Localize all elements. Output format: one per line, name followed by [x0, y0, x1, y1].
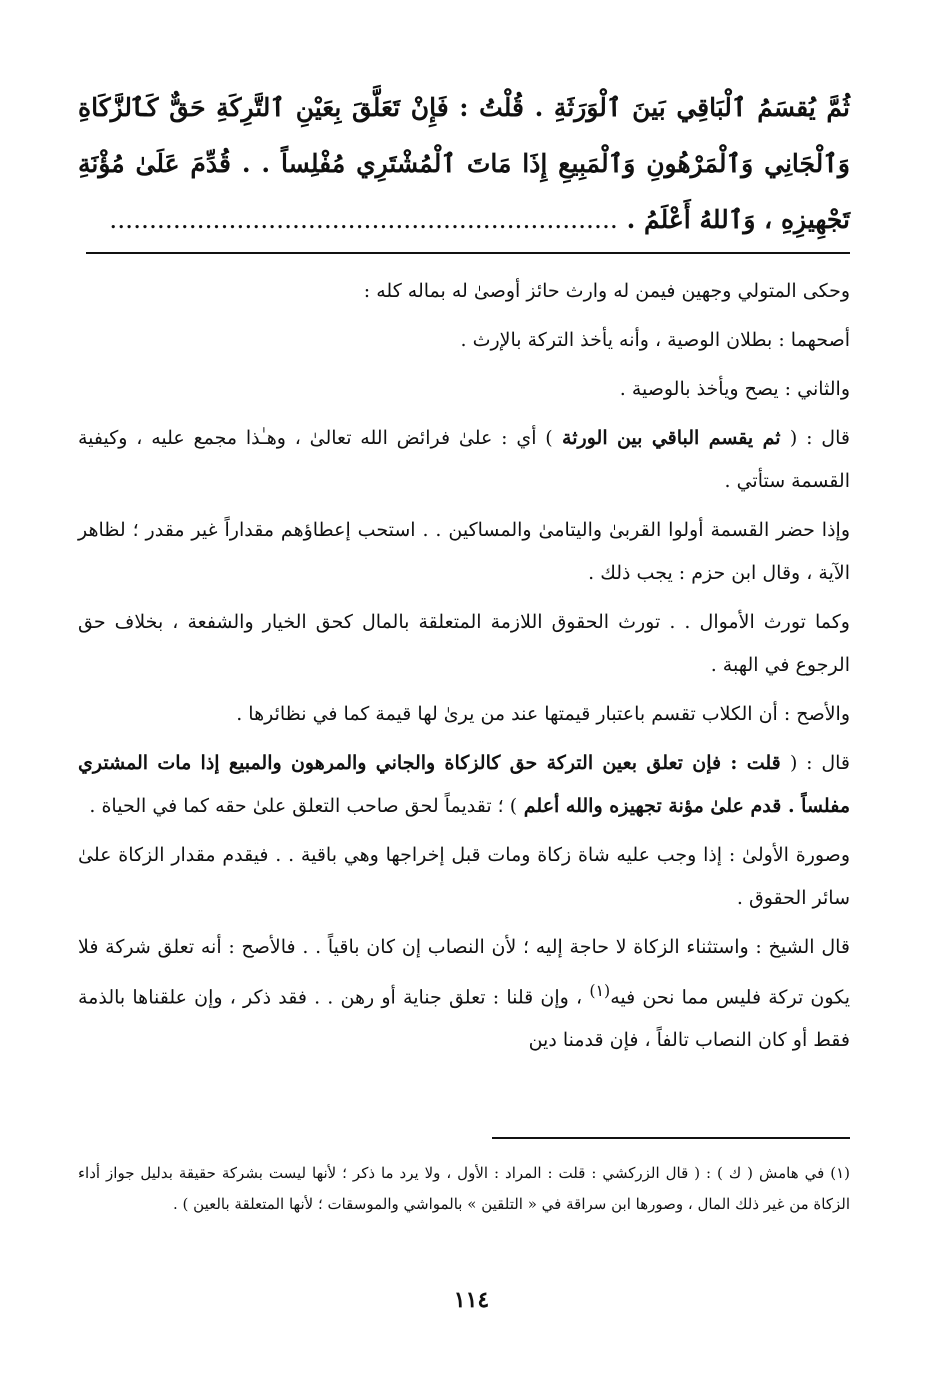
separator-rule [86, 252, 850, 254]
paragraph [78, 270, 850, 313]
paragraph [78, 926, 850, 1062]
paragraph [78, 417, 850, 503]
paragraph-text: قال : ( [789, 427, 850, 449]
paragraph [78, 319, 850, 362]
matn-sentence: ثُمَّ يُقسَمُ ٱلْبَاقِي بَينَ ٱلْوَرَثَةِ . قُلْتُ : فَإِنْ تَعَلَّقَ بِعَيْنِ ٱلتَّرِكَةِ حَقٌّ كَٱلزَّكَاةِ وَٱلْجَانِي وَٱلْمَرْهُونِ وَٱلْمَبِيعِ إِذَا مَاتَ ٱلْمُشْتَرِي مُفْلِساً . . قُدِّمَ عَلَىٰ مُؤْنَةِ تَجْهِيزِهِ ، وَٱللهُ أَعْلَمُ . [78, 93, 850, 234]
paragraph-text: والأصح : أن الكلاب تقسم باعتبار قيمتها عند من يرىٰ لها قيمة كما في نظائرها . [236, 703, 850, 725]
paragraph-text: ) أي : علىٰ فرائض الله تعالىٰ ، وهـٰذا مجمع عليه ، وكيفية القسمة ستأتي . [78, 427, 850, 492]
paragraph [78, 742, 850, 828]
paragraph [78, 368, 850, 411]
paragraph-text: وحكى المتولي وجهين فيمن له وارث حائز أوصىٰ له بماله كله : [363, 280, 850, 302]
paragraph [78, 509, 850, 595]
matn-dots: ................................................................ [109, 205, 618, 234]
paragraph-text: قال الشيخ : واستثناء الزكاة لا حاجة إليه ؛ لأن النصاب إن كان باقياً . . فالأصح : أنه تعلق شركة فلا يكون تركة فليس مما نحن فيه [78, 936, 850, 1009]
paragraph [78, 693, 850, 736]
footnote [78, 1158, 850, 1220]
paragraph-text: قال : ( [790, 752, 850, 774]
paragraph-text: أصحهما : بطلان الوصية ، وأنه يأخذ التركة بالإرث . [460, 329, 850, 351]
matn-text [78, 80, 850, 248]
commentary [78, 270, 850, 1068]
quoted-matn: قلت : فإن تعلق بعين التركة حق كالزكاة والجاني والمرهون والمبيع إذا مات المشتري مفلساً . قدم علىٰ مؤنة تجهيزه والله أعلم [78, 752, 850, 817]
paragraph [78, 601, 850, 687]
footnote-reference: (١) [589, 981, 611, 1000]
paragraph-text: ، وإن قلنا : تعلق جناية أو رهن . . فقد ذكر ، وإن علقناها بالذمة فقط أو كان النصاب تالفاً ، فإن قدمنا دين [78, 986, 850, 1052]
page-number: ١١٤ [453, 1287, 490, 1313]
footnote-text: (١) في هامش ( ك ) : ( قال الزركشي : قلت : المراد : الأول ، ولا يرد ما ذكر ؛ لأنها ليست بشركة حقيقة بدليل جواز أداء الزكاة من غير ذلك المال ، وصورها ابن سراقة في « التلقين » بالمواشي والموسقات ؛ لأنها المتعلقة بالعين ) . [78, 1164, 850, 1213]
quoted-matn: ثم يقسم الباقي بين الورثة [552, 427, 790, 449]
paragraph-text: وصورة الأولىٰ : إذا وجب عليه شاة زكاة ومات قبل إخراجها وهي باقية . . فيقدم مقدار الزكاة علىٰ سائر الحقوق . [78, 844, 850, 909]
paragraph [78, 834, 850, 920]
paragraph-text: ) ؛ تقديماً لحق صاحب التعلق علىٰ حقه كما في الحياة . [89, 795, 518, 817]
paragraph-text: وإذا حضر القسمة أولوا القربىٰ واليتامىٰ والمساكين . . استحب إعطاؤهم مقداراً غير مقدر ؛ لظاهر الآية ، وقال ابن حزم : يجب ذلك . [78, 519, 850, 584]
footnote-rule [492, 1137, 850, 1139]
paragraph-text: وكما تورث الأموال . . تورث الحقوق اللازمة المتعلقة بالمال كحق الخيار والشفعة ، بخلاف حق الرجوع في الهبة . [78, 611, 850, 676]
paragraph-text: والثاني : يصح ويأخذ بالوصية . [619, 378, 850, 400]
